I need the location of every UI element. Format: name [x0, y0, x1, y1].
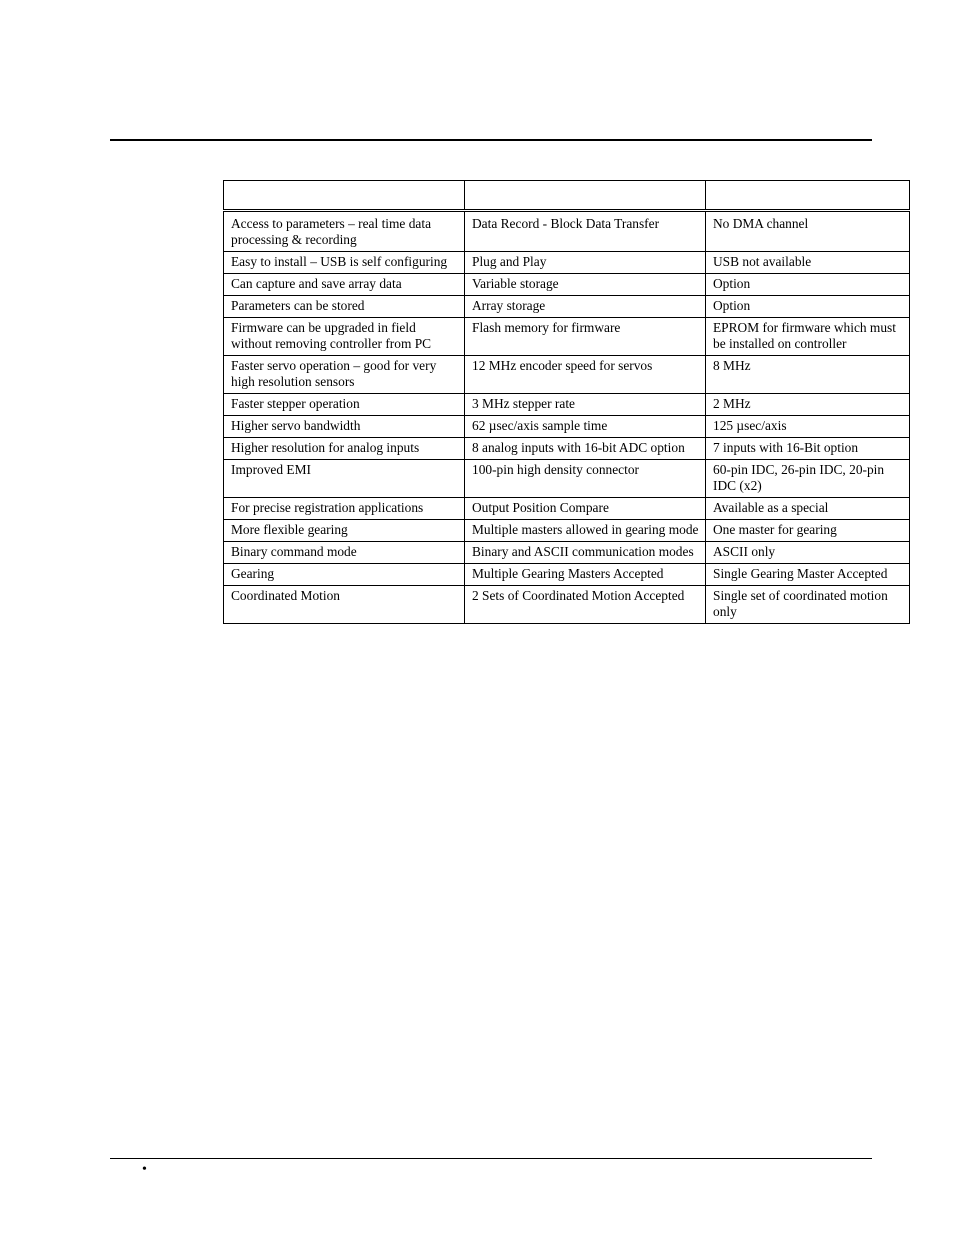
- table-cell: Option: [706, 274, 910, 296]
- table-cell: Single Gearing Master Accepted: [706, 564, 910, 586]
- table-row: [224, 520, 910, 542]
- table-row: [224, 542, 910, 564]
- table-cell: Faster stepper operation: [224, 394, 465, 416]
- table-cell: More flexible gearing: [224, 520, 465, 542]
- table-cell: 8 MHz: [706, 356, 910, 394]
- table-row: [224, 438, 910, 460]
- table-row: [224, 394, 910, 416]
- table-cell: Improved EMI: [224, 460, 465, 498]
- table-cell: Firmware can be upgraded in field without removing controller from PC: [224, 318, 465, 356]
- table-row: [224, 296, 910, 318]
- table-cell: EPROM for firmware which must be installed on controller: [706, 318, 910, 356]
- table-cell: No DMA channel: [706, 211, 910, 252]
- table-cell: Gearing: [224, 564, 465, 586]
- table-cell: Single set of coordinated motion only: [706, 586, 910, 624]
- table-cell: Higher resolution for analog inputs: [224, 438, 465, 460]
- table-cell: Multiple Gearing Masters Accepted: [465, 564, 706, 586]
- table-header-row: [224, 181, 910, 211]
- table-cell: One master for gearing: [706, 520, 910, 542]
- table-cell: Binary command mode: [224, 542, 465, 564]
- table-cell: 12 MHz encoder speed for servos: [465, 356, 706, 394]
- table-cell: Flash memory for firmware: [465, 318, 706, 356]
- table-cell: ASCII only: [706, 542, 910, 564]
- table-row: [224, 211, 910, 252]
- table-cell: 125 µsec/axis: [706, 416, 910, 438]
- table-row: [224, 586, 910, 624]
- table-cell: Output Position Compare: [465, 498, 706, 520]
- table-cell: For precise registration applications: [224, 498, 465, 520]
- table-cell: 2 MHz: [706, 394, 910, 416]
- comparison-table: [223, 180, 910, 624]
- table-row: [224, 274, 910, 296]
- table-cell: Coordinated Motion: [224, 586, 465, 624]
- table-cell: Available as a special: [706, 498, 910, 520]
- header-cell-old: [706, 181, 910, 211]
- table-row: [224, 564, 910, 586]
- table-cell: Plug and Play: [465, 252, 706, 274]
- table-cell: 2 Sets of Coordinated Motion Accepted: [465, 586, 706, 624]
- table-cell: 8 analog inputs with 16-bit ADC option: [465, 438, 706, 460]
- table-cell: 62 µsec/axis sample time: [465, 416, 706, 438]
- footer-bullet: •: [142, 1162, 147, 1177]
- table-cell: Multiple masters allowed in gearing mode: [465, 520, 706, 542]
- table-cell: Binary and ASCII communication modes: [465, 542, 706, 564]
- table-row: [224, 416, 910, 438]
- table-cell: Access to parameters – real time data processing & recording: [224, 211, 465, 252]
- table-cell: 7 inputs with 16-Bit option: [706, 438, 910, 460]
- table-cell: Easy to install – USB is self configuring: [224, 252, 465, 274]
- table-row: [224, 318, 910, 356]
- table-row: [224, 252, 910, 274]
- table-cell: Variable storage: [465, 274, 706, 296]
- table-cell: 3 MHz stepper rate: [465, 394, 706, 416]
- footer-rule: [110, 1158, 872, 1159]
- table-cell: 100-pin high density connector: [465, 460, 706, 498]
- table-cell: Higher servo bandwidth: [224, 416, 465, 438]
- table-row: [224, 356, 910, 394]
- comparison-table-container: [223, 180, 909, 624]
- table-row: [224, 498, 910, 520]
- table-cell: Parameters can be stored: [224, 296, 465, 318]
- table-cell: Faster servo operation – good for very high resolution sensors: [224, 356, 465, 394]
- table-cell: USB not available: [706, 252, 910, 274]
- table-cell: Can capture and save array data: [224, 274, 465, 296]
- table-cell: Data Record - Block Data Transfer: [465, 211, 706, 252]
- table-cell: Option: [706, 296, 910, 318]
- table-cell: 60-pin IDC, 26-pin IDC, 20-pin IDC (x2): [706, 460, 910, 498]
- table-cell: Array storage: [465, 296, 706, 318]
- header-cell-new: [465, 181, 706, 211]
- header-rule: [110, 139, 872, 141]
- header-cell-feature: [224, 181, 465, 211]
- table-row: [224, 460, 910, 498]
